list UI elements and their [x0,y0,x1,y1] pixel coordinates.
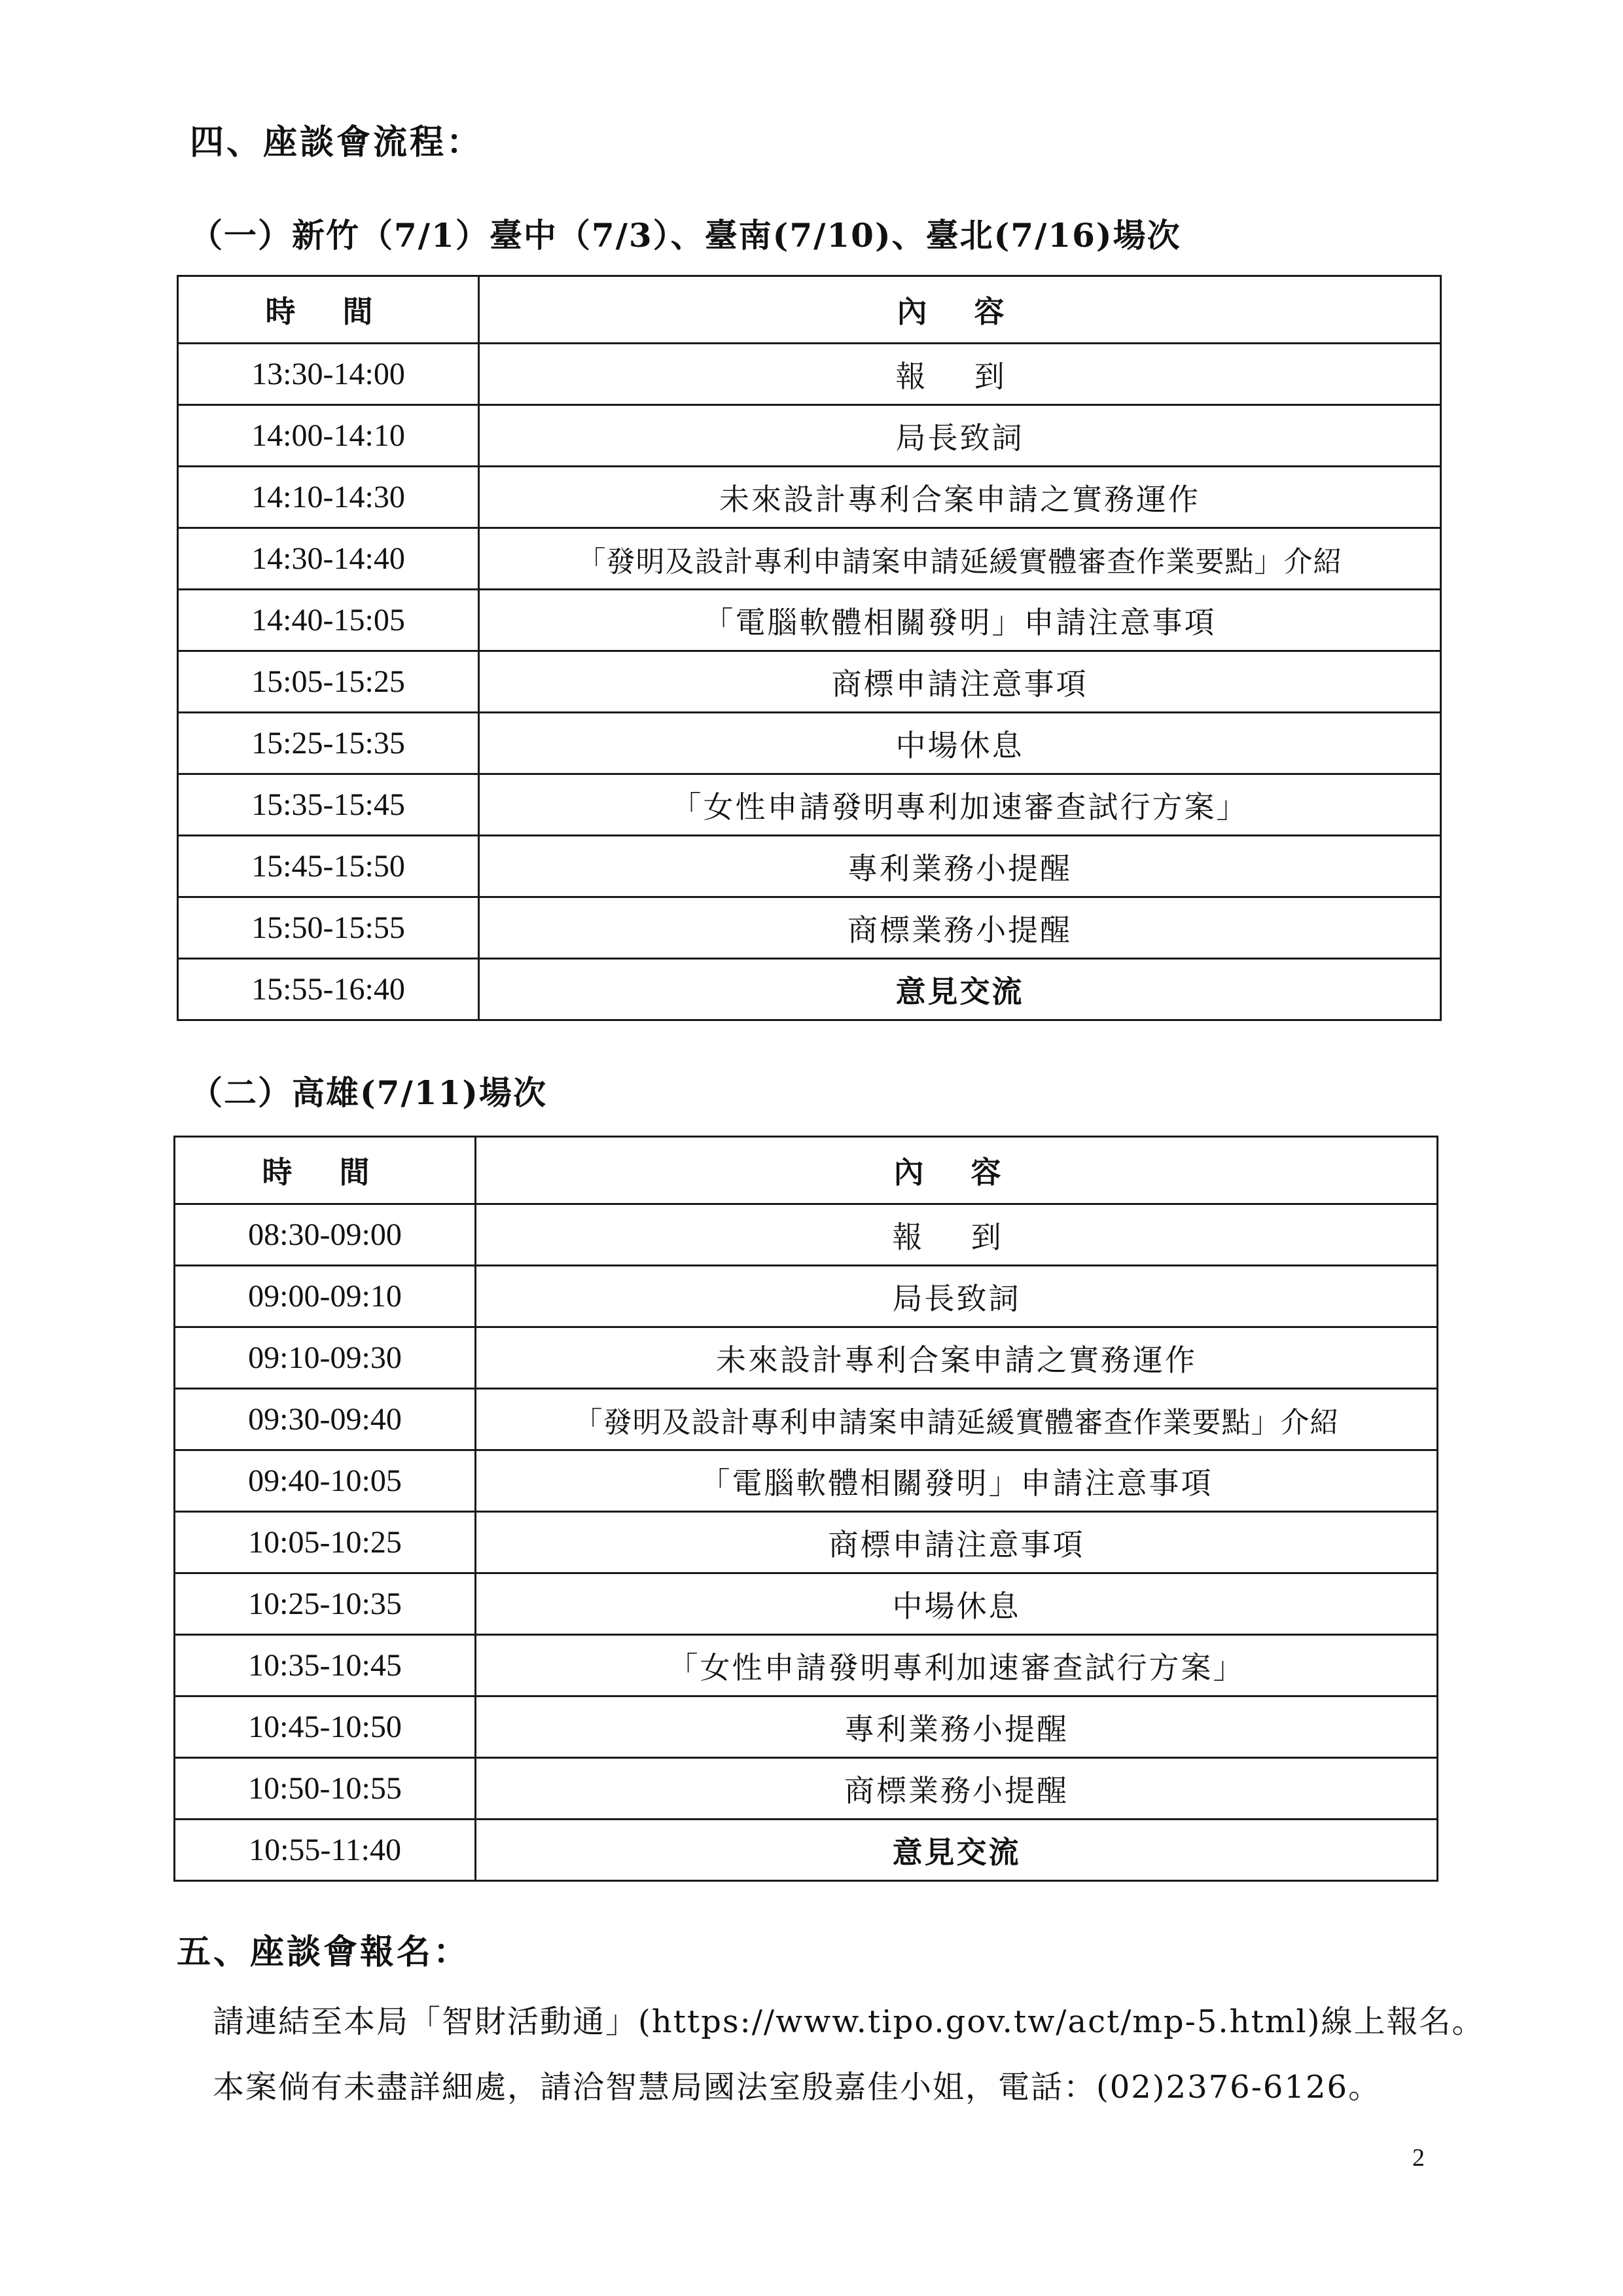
table-row [178,528,1441,590]
content-cell: 專利業務小提醒 [476,1696,1438,1758]
content-cell: 報 到 [479,344,1441,405]
time-cell: 09:30-09:40 [175,1389,476,1450]
time-cell: 15:50-15:55 [178,897,479,959]
time-cell: 09:10-09:30 [175,1327,476,1389]
part1-title: （一）新竹（7/1）臺中（7/3）、臺南(7/10)、臺北(7/16)場次 [190,216,1181,255]
table-header-row [175,1137,1438,1204]
time-column-header: 時 間 [175,1137,476,1204]
section5-heading: 五、座談會報名： [177,1932,471,1972]
time-cell: 15:45-15:50 [178,836,479,897]
time-cell: 10:05-10:25 [175,1512,476,1573]
table-row [175,1820,1438,1881]
schedule-table-2 [173,1136,1438,1882]
content-cell: 意見交流 [476,1820,1438,1881]
time-cell: 13:30-14:00 [178,344,479,405]
table-row [175,1573,1438,1635]
table-row [178,959,1441,1020]
time-cell: 09:00-09:10 [175,1266,476,1327]
table-row [178,590,1441,651]
content-cell: 「電腦軟體相關發明」申請注意事項 [479,590,1441,651]
table-row [178,344,1441,405]
page-number: 2 [1412,2144,1425,2172]
time-cell: 15:55-16:40 [178,959,479,1020]
part2-title: （二）高雄(7/11)場次 [190,1073,547,1112]
time-cell: 10:50-10:55 [175,1758,476,1820]
time-cell: 14:40-15:05 [178,590,479,651]
content-cell: 局長致詞 [479,405,1441,467]
table-row [178,467,1441,528]
time-column-header: 時 間 [178,276,479,344]
time-cell: 10:35-10:45 [175,1635,476,1696]
content-cell: 報 到 [476,1204,1438,1266]
table-row [175,1389,1438,1450]
content-cell: 商標申請注意事項 [476,1512,1438,1573]
table-row [175,1204,1438,1266]
table-row [178,405,1441,467]
content-cell: 「發明及設計專利申請案申請延緩實體審查作業要點」介紹 [479,528,1441,590]
table-row [175,1696,1438,1758]
table-row [175,1512,1438,1573]
content-cell: 「女性申請發明專利加速審查試行方案」 [476,1635,1438,1696]
content-cell: 意見交流 [479,959,1441,1020]
content-cell: 商標申請注意事項 [479,651,1441,713]
table-row [175,1758,1438,1820]
content-cell: 中場休息 [479,713,1441,774]
table-row [178,897,1441,959]
table-row [178,836,1441,897]
table-header-row [178,276,1441,344]
table-row [178,713,1441,774]
content-column-header: 內 容 [476,1137,1438,1204]
time-cell: 08:30-09:00 [175,1204,476,1266]
table-row [175,1327,1438,1389]
time-cell: 10:25-10:35 [175,1573,476,1635]
time-cell: 15:35-15:45 [178,774,479,836]
content-cell: 未來設計專利合案申請之實務運作 [476,1327,1438,1389]
content-cell: 「電腦軟體相關發明」申請注意事項 [476,1450,1438,1512]
registration-instructions: 請連結至本局「智財活動通」(https://www.tipo.gov.tw/act/mp-5.html)線上報名。 [213,2003,1485,2040]
content-cell: 「發明及設計專利申請案申請延緩實體審查作業要點」介紹 [476,1389,1438,1450]
time-cell: 14:30-14:40 [178,528,479,590]
time-cell: 15:25-15:35 [178,713,479,774]
contact-info: 本案倘有未盡詳細處，請洽智慧局國法室殷嘉佳小姐，電話：(02)2376-6126。 [213,2069,1382,2106]
time-cell: 14:10-14:30 [178,467,479,528]
time-cell: 09:40-10:05 [175,1450,476,1512]
content-cell: 中場休息 [476,1573,1438,1635]
time-cell: 15:05-15:25 [178,651,479,713]
table-row [175,1266,1438,1327]
table-row [175,1450,1438,1512]
content-cell: 專利業務小提醒 [479,836,1441,897]
section4-heading: 四、座談會流程： [190,122,484,162]
content-cell: 局長致詞 [476,1266,1438,1327]
content-cell: 商標業務小提醒 [479,897,1441,959]
time-cell: 10:55-11:40 [175,1820,476,1881]
content-cell: 「女性申請發明專利加速審查試行方案」 [479,774,1441,836]
table-row [175,1635,1438,1696]
time-cell: 14:00-14:10 [178,405,479,467]
content-cell: 商標業務小提醒 [476,1758,1438,1820]
table-row [178,651,1441,713]
schedule-table-1 [177,275,1442,1021]
time-cell: 10:45-10:50 [175,1696,476,1758]
content-column-header: 內 容 [479,276,1441,344]
content-cell: 未來設計專利合案申請之實務運作 [479,467,1441,528]
table-row [178,774,1441,836]
